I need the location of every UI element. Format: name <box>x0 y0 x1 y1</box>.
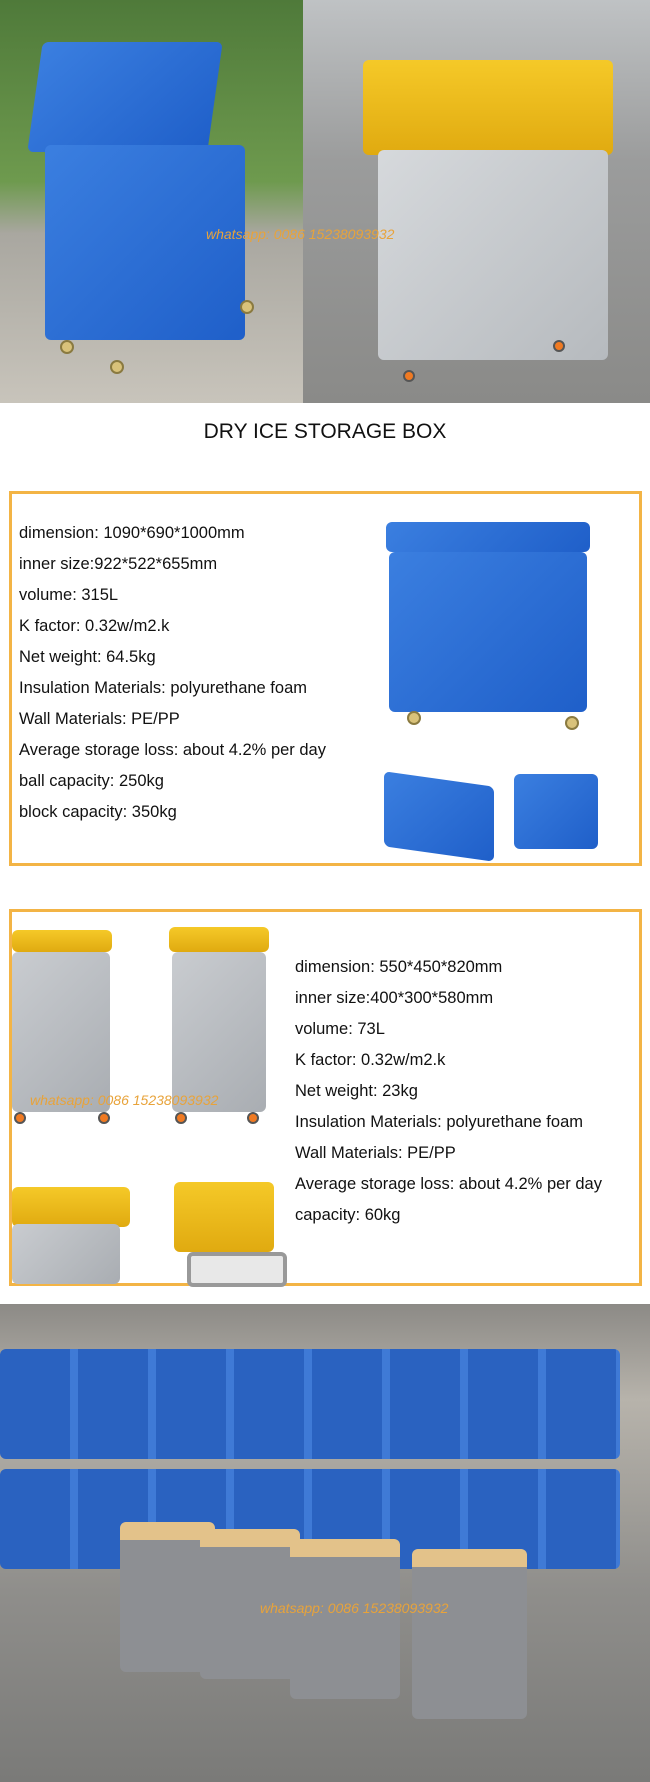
blue-box-front-body <box>389 552 587 712</box>
spec-item: inner size:922*522*655mm <box>19 555 218 573</box>
spec-item: inner size:400*300*580mm <box>295 989 494 1007</box>
yellow-lid <box>169 927 269 952</box>
blue-box-row <box>0 1349 620 1459</box>
yellow-lid <box>363 60 613 155</box>
spec-item: Insulation Materials: polyurethane foam <box>19 679 307 697</box>
product-panel-large <box>9 491 642 866</box>
spec-item: Net weight: 23kg <box>295 1082 418 1100</box>
blue-box-lid <box>27 42 222 152</box>
wheel-icon <box>407 711 421 725</box>
spec-item: Average storage loss: about 4.2% per day <box>19 741 326 759</box>
spec-item: volume: 315L <box>19 586 119 604</box>
spec-item: capacity: 60kg <box>295 1206 401 1224</box>
wheel-icon <box>247 1112 259 1124</box>
blue-box-body <box>45 145 245 340</box>
grey-box-front-image <box>12 952 110 1112</box>
blue-box-side-image <box>514 774 598 849</box>
blue-box-front-lid <box>386 522 590 552</box>
wheel-icon <box>98 1112 110 1124</box>
photo-blue-box-open <box>0 0 303 403</box>
spec-item: dimension: 550*450*820mm <box>295 958 503 976</box>
watermark: whatsapp: 0086 15238093932 <box>206 226 395 242</box>
wheel-icon <box>240 300 254 314</box>
product-panel-small <box>9 909 642 1286</box>
grey-box-open-interior <box>187 1252 287 1287</box>
page-title: DRY ICE STORAGE BOX <box>203 420 447 443</box>
photo-warehouse-stock <box>0 1304 650 1782</box>
yellow-lid <box>12 930 112 952</box>
wrapped-grey-box <box>290 1539 400 1699</box>
spec-list-small <box>295 952 602 1231</box>
spec-item: Net weight: 64.5kg <box>19 648 156 666</box>
spec-item: Insulation Materials: polyurethane foam <box>295 1113 583 1131</box>
spec-item: Wall Materials: PE/PP <box>19 710 180 728</box>
spec-item: ball capacity: 250kg <box>19 772 164 790</box>
spec-item: Average storage loss: about 4.2% per day <box>295 1175 602 1193</box>
grey-box-body <box>378 150 608 360</box>
grey-box-angled-image <box>12 1224 120 1284</box>
photo-grey-box-yellow-lid <box>303 0 650 403</box>
wrapped-grey-box <box>412 1549 527 1719</box>
spec-item: K factor: 0.32w/m2.k <box>295 1051 446 1069</box>
wheel-icon <box>14 1112 26 1124</box>
watermark: whatsapp: 0086 15238093932 <box>260 1600 449 1616</box>
wheel-icon <box>403 370 415 382</box>
spec-item: block capacity: 350kg <box>19 803 177 821</box>
wheel-icon <box>60 340 74 354</box>
spec-item: dimension: 1090*690*1000mm <box>19 524 245 542</box>
watermark: whatsapp: 0086 15238093932 <box>30 1092 219 1108</box>
grey-box-side-image <box>172 952 266 1112</box>
spec-item: volume: 73L <box>295 1020 385 1038</box>
spec-item: Wall Materials: PE/PP <box>295 1144 456 1162</box>
spec-item: K factor: 0.32w/m2.k <box>19 617 170 635</box>
wheel-icon <box>553 340 565 352</box>
yellow-lid <box>12 1187 130 1227</box>
wheel-icon <box>110 360 124 374</box>
blue-box-angled-image <box>384 771 494 861</box>
wheel-icon <box>565 716 579 730</box>
wheel-icon <box>175 1112 187 1124</box>
grey-box-open-lid-image <box>174 1182 274 1252</box>
spec-list-large <box>19 518 326 828</box>
